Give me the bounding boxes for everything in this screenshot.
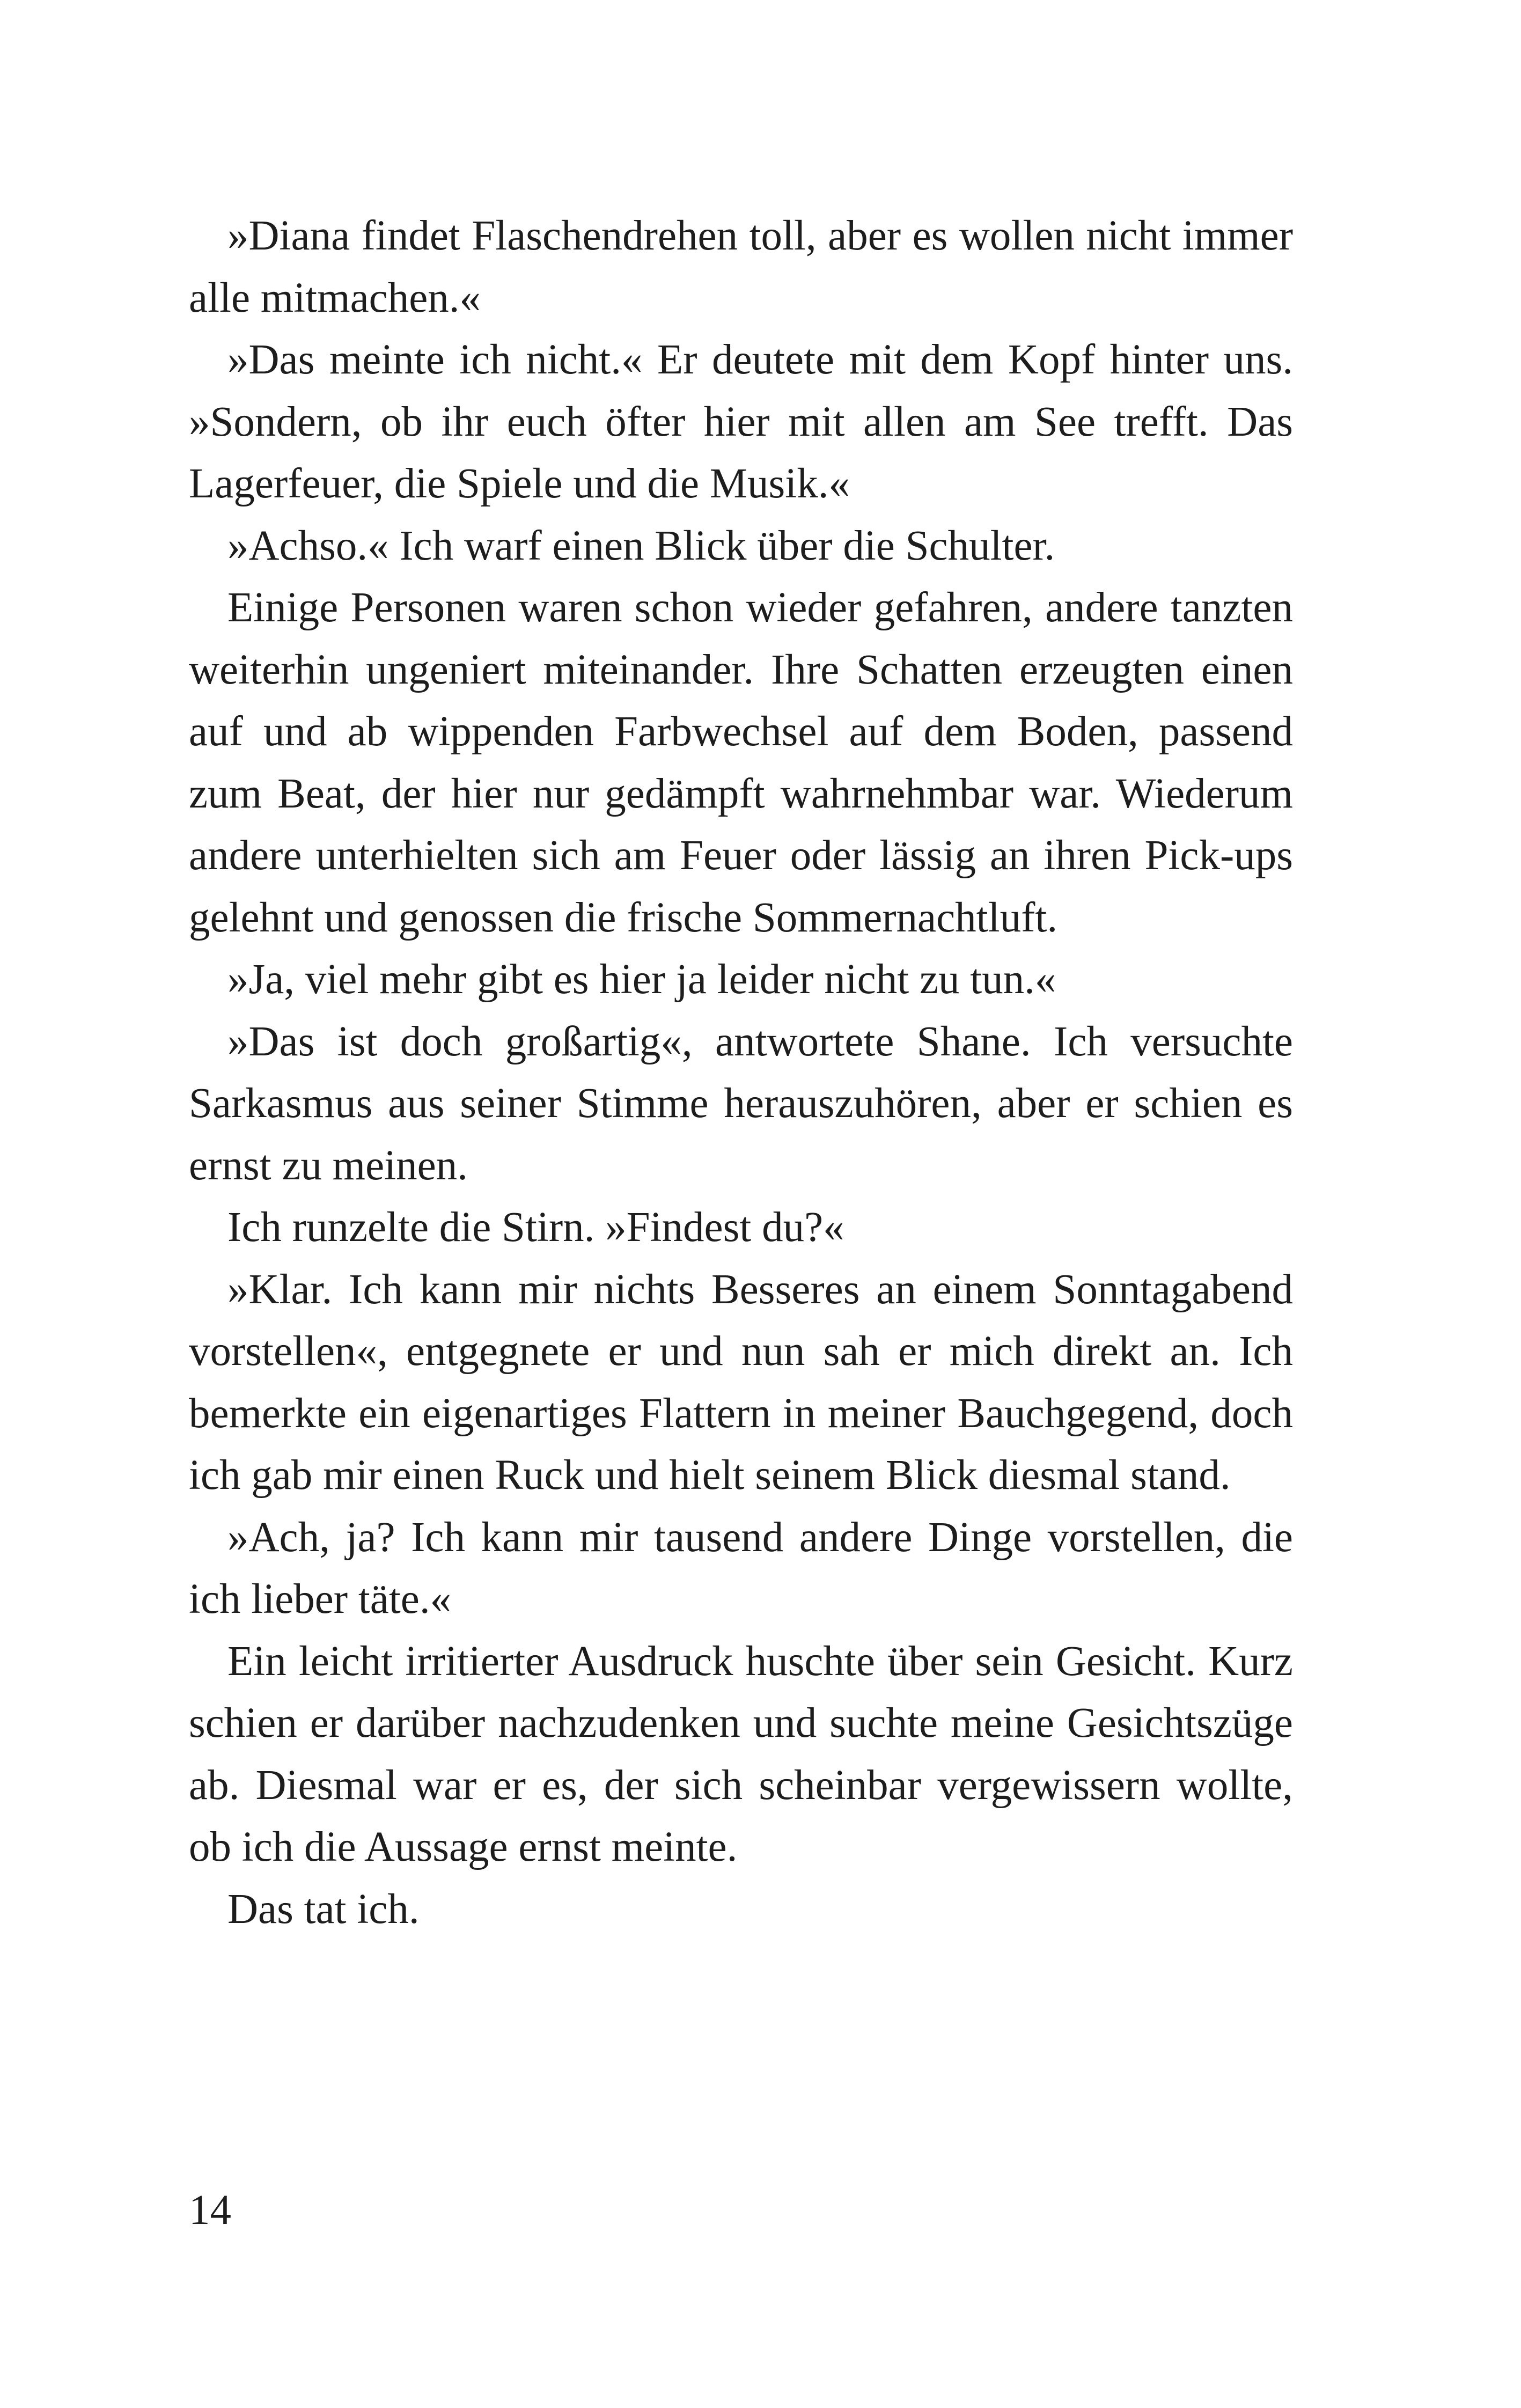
paragraph: Ein leicht irritierter Ausdruck huschte über sein Gesicht. Kurz schien er darüber nachzudenken und suchte meine Gesichtszüge ab. Diesmal war er es, der sich scheinbar vergewissern wollte, ob ich die Aussage ernst meinte. xyxy=(189,1638,1293,1870)
paragraph: Einige Personen waren schon wieder gefahren, andere tanzten weiterhin ungeniert miteinander. Ihre Schatten erzeugten einen auf und ab wippenden Farbwechsel auf dem Boden, passend zum Beat, der hier nur gedämpft wahrnehmbar war. Wiederum andere unterhielten sich am Feuer oder lässig an ihren Pick-ups gelehnt und genossen die frische Sommernachtluft. xyxy=(189,584,1293,941)
paragraph: »Das ist doch großartig«, antwortete Shane. Ich versuchte Sarkasmus aus seiner Stimme herauszuhören, aber er schien es ernst zu meinen. xyxy=(189,1018,1293,1189)
paragraph: Das tat ich. xyxy=(227,1885,420,1933)
paragraph: »Ach, ja? Ich kann mir tausend andere Dinge vorstellen, die ich lieber täte.« xyxy=(189,1514,1293,1623)
page-number: 14 xyxy=(189,2187,231,2234)
paragraph: »Diana findet Flaschendrehen toll, aber es wollen nicht immer alle mitmachen.« xyxy=(189,212,1293,321)
paragraph: »Ja, viel mehr gibt es hier ja leider nicht zu tun.« xyxy=(227,956,1056,1003)
paragraph: Ich runzelte die Stirn. »Findest du?« xyxy=(227,1204,844,1251)
paragraph: »Klar. Ich kann mir nichts Besseres an einem Sonntagabend vorstellen«, entgegnete er und nun sah er mich direkt an. Ich bemerkte ein eigenartiges Flattern in meiner Bauchgegend, doch ich gab mir einen Ruck und hielt seinem Blick diesmal stand. xyxy=(189,1266,1293,1499)
body-text xyxy=(189,205,1293,1940)
paragraph: »Achso.« Ich warf einen Blick über die Schulter. xyxy=(227,522,1055,569)
paragraph: »Das meinte ich nicht.« Er deutete mit dem Kopf hinter uns. »Sondern, ob ihr euch öfter hier mit allen am See trefft. Das Lagerfeuer, die Spiele und die Musik.« xyxy=(189,336,1293,507)
